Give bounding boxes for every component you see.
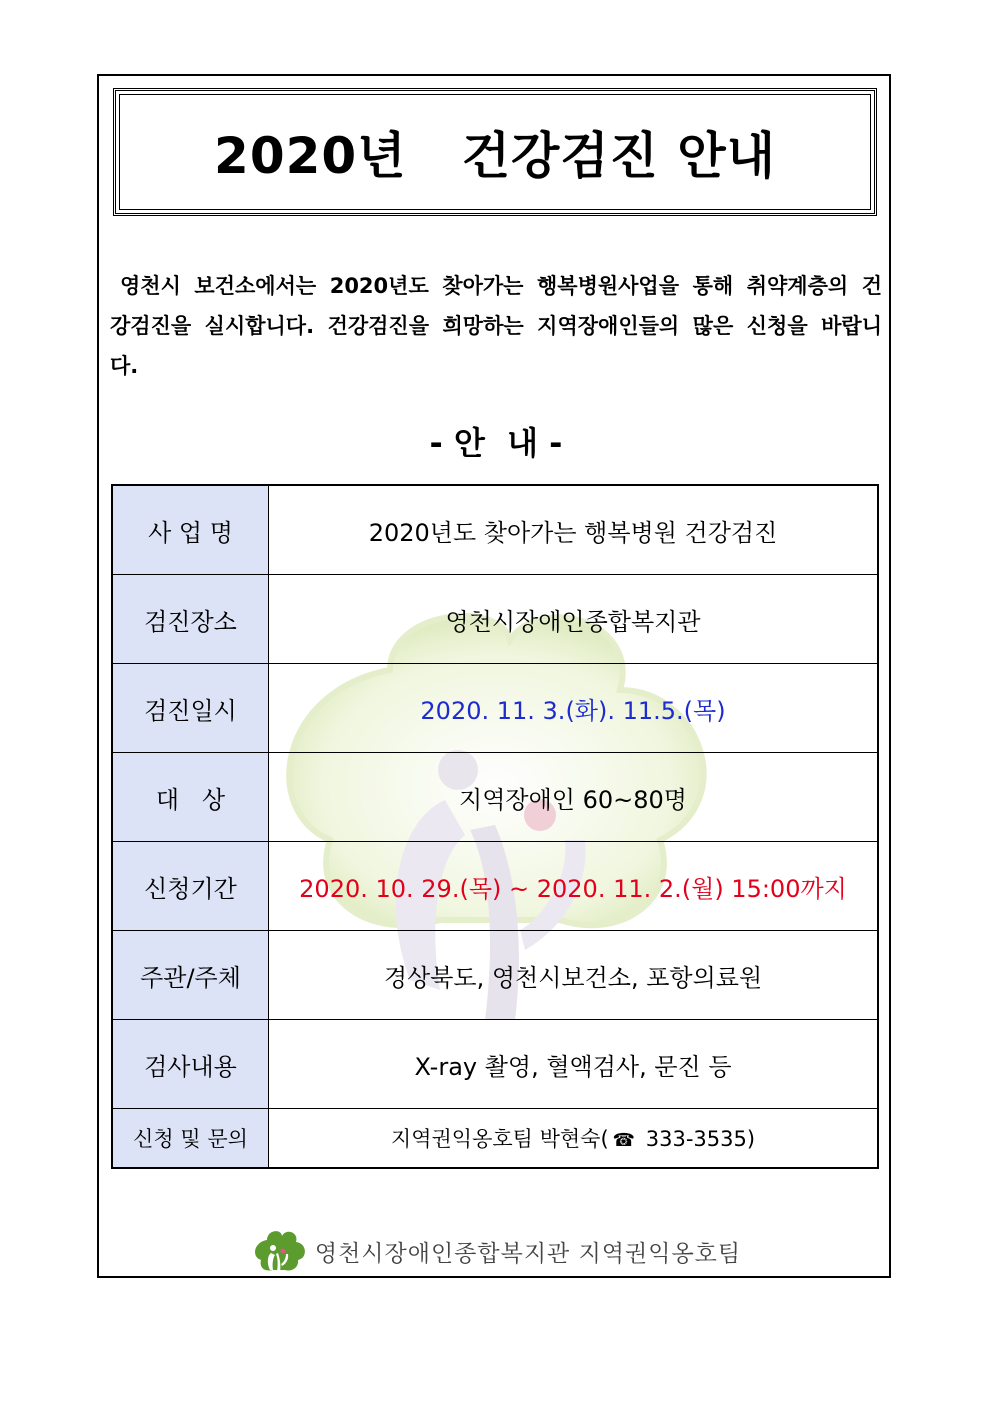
- table-row: [112, 485, 878, 575]
- table-row: [112, 931, 878, 1020]
- row-label-target: 대 상: [112, 753, 269, 842]
- footer: [0, 1228, 992, 1274]
- row-label-location: 검진장소: [112, 575, 269, 664]
- row-value-period: 2020. 10. 29.(목) ~ 2020. 11. 2.(월) 15:00까지: [269, 842, 879, 931]
- organization-logo-icon: [251, 1228, 307, 1274]
- table-row: [112, 575, 878, 664]
- intro-paragraph: [110, 266, 882, 386]
- info-table: [111, 484, 879, 1169]
- table-row: [112, 1109, 878, 1169]
- table-row: [112, 1020, 878, 1109]
- row-label-contact: 신청 및 문의: [112, 1109, 269, 1169]
- page-title: 2020년 건강검진 안내: [214, 127, 776, 185]
- guide-heading: - 안 내 -: [429, 424, 563, 462]
- table-row: [112, 664, 878, 753]
- row-label-business: 사 업 명: [112, 485, 269, 575]
- table-row: [112, 753, 878, 842]
- row-value-organizer: 경상북도, 영천시보건소, 포항의료원: [269, 931, 879, 1020]
- row-value-contents: X-ray 촬영, 혈액검사, 문진 등: [269, 1020, 879, 1109]
- row-label-period: 신청기간: [112, 842, 269, 931]
- phone-icon: ☎: [612, 1130, 636, 1151]
- row-label-contents: 검사내용: [112, 1020, 269, 1109]
- row-value-business: 2020년도 찾아가는 행복병원 건강검진: [269, 485, 879, 575]
- row-label-organizer: 주관/주체: [112, 931, 269, 1020]
- footer-organization: 영천시장애인종합복지관 지역권익옹호팀: [314, 1240, 742, 1267]
- row-value-target: 지역장애인 60~80명: [269, 753, 879, 842]
- contact-number: 333-3535): [639, 1127, 756, 1151]
- row-value-location: 영천시장애인종합복지관: [269, 575, 879, 664]
- row-label-date: 검진일시: [112, 664, 269, 753]
- row-value-date: 2020. 11. 3.(화). 11.5.(목): [269, 664, 879, 753]
- title-box: [113, 88, 877, 216]
- row-value-contact: [269, 1109, 879, 1169]
- table-row: [112, 842, 878, 931]
- intro-text: 영천시 보건소에서는 2020년도 찾아가는 행복병원사업을 통해 취약계층의 건강검진을 실시합니다. 건강검진을 희망하는 지역장애인들의 많은 신청을 바랍니다.: [110, 274, 882, 378]
- contact-prefix: 지역권익옹호팀 박현숙(: [390, 1127, 609, 1151]
